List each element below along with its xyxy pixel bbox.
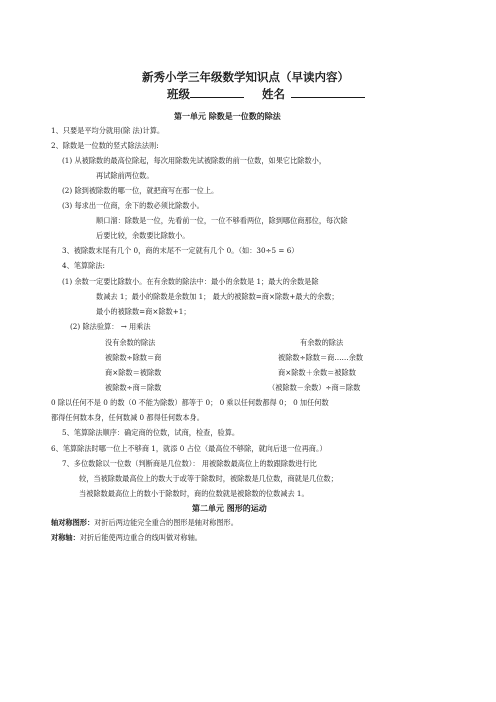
- check-left-3: 商×除数＝被除数: [105, 368, 162, 377]
- unit1-heading: 第一单元 除数是一位数的除法: [174, 112, 281, 121]
- u1-line-13: 最小的被除数=商×除数+1；: [96, 307, 191, 316]
- u1-line-15: 0 除以任何不是 0 的数（0 不能为除数）都等于 0； 0 乘以任何数都得 0； 0 加任何数: [51, 398, 329, 407]
- axis-definition: 对折后能使两边重合的线叫做对称轴。: [79, 533, 202, 542]
- class-blank: [190, 87, 244, 98]
- check-left-2: 被除数÷除数＝商: [105, 353, 162, 362]
- name-label: 姓名: [262, 87, 286, 101]
- axis-term: 对称轴：: [51, 533, 80, 542]
- u1-line-11: (1) 余数一定要比除数小。在有余数的除法中：最小的余数是 1；最大的余数是除: [62, 277, 319, 286]
- axial-figure-line: [51, 518, 238, 528]
- check-right-3: 商×除数＋余数＝被除数: [278, 368, 356, 377]
- axial-definition: 对折后两边能完全重合的图形是轴对称图形。: [94, 518, 238, 527]
- u1-line-19: 7、多位数除以一位数（判断商是几位数）： 用被除数最高位上的数跟除数进行比: [62, 459, 317, 468]
- u1-line-6: (3) 每求出一位商，余下的数必须比除数小。: [62, 201, 204, 210]
- u1-line-21: 当被除数最高位上的数小于除数时，商的位数就是被除数的位数减去 1。: [79, 489, 309, 498]
- u1-line-20: 较，当被除数最高位上的数大于或等于除数时，被除数是几位数，商就是几位数；: [79, 474, 338, 483]
- check-left-4: 被除数÷商＝除数: [105, 383, 162, 392]
- name-blank: [291, 87, 365, 98]
- u1-line-10: 4、笔算除法:: [62, 261, 105, 270]
- check-left-1: 没有余数的除法: [105, 338, 156, 347]
- page-title: 新秀小学三年级数学知识点（早读内容）: [142, 70, 349, 84]
- class-label: 班级: [167, 87, 190, 101]
- u1-line-12: 数减去 1；最小的除数是余数加 1； 最大的被除数=商×除数+最大的余数；: [96, 292, 339, 301]
- check-right-4: （被除数－余数）÷商＝除数: [268, 383, 361, 392]
- u1-line-8: 后要比较，余数要比除数小。: [96, 231, 190, 240]
- u1-line-14: (2) 除法验算： → 用乘法: [70, 322, 151, 331]
- check-right-2: 被除数÷除数＝商……余数: [278, 353, 364, 362]
- u1-line-2: 2、除数是一位数的竖式除法法则:: [51, 141, 159, 150]
- unit2-heading: 第二单元 图形的运动: [192, 504, 267, 513]
- u1-line-3: (1) 从被除数的最高位除起，每次用除数先试被除数的前一位数，如果它比除数小，: [62, 156, 327, 165]
- u1-line-9: 3、被除数末尾有几个 0，商的末尾不一定就有几个 0。（如：30÷5 = 6）: [62, 246, 299, 255]
- u1-line-17: 5、笔算除法顺序：确定商的位数，试商，检查，验算。: [62, 428, 240, 437]
- axis-line: [51, 533, 202, 543]
- check-right-1: 有余数的除法: [300, 338, 344, 347]
- u1-line-7: 顺口溜：除数是一位，先看前一位，一位不够看两位，除到哪位商那位，每次除: [96, 216, 348, 225]
- u1-line-4: 再试除前两位数。: [96, 171, 154, 180]
- u1-line-18: 6、笔算除法时哪一位上不够商 1，就添 0 占位（最高位不够除，就向后退一位再商。）: [51, 444, 327, 453]
- axial-term: 轴对称图形：: [51, 518, 95, 527]
- u1-line-1: 1、只要是平均分就用(除 法)计算。: [51, 126, 165, 135]
- u1-line-5: (2) 除到被除数的哪一位，就把商写在那一位上。: [62, 186, 219, 195]
- u1-line-16: 都得任何数本身，任何数减 0 都得任何数本身。: [51, 413, 204, 422]
- class-name-row: [167, 86, 365, 102]
